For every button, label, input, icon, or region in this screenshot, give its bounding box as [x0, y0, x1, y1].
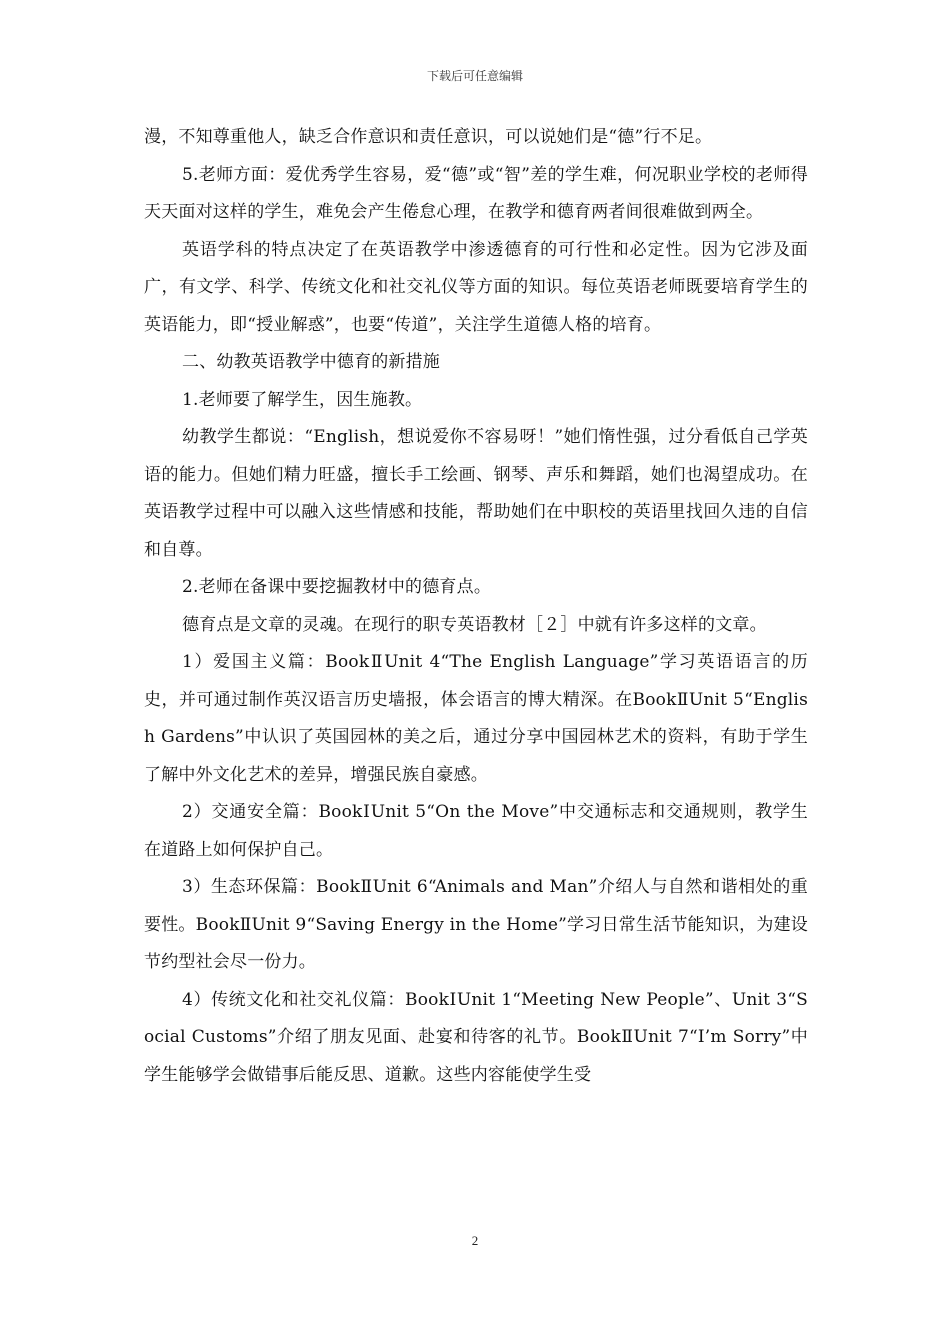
section-heading: 二、幼教英语教学中德育的新措施	[182, 352, 440, 372]
list-item: 3）生态环保篇：BookⅡUnit 6“Animals and Man”介绍人与自然和谐相处的重要性。BookⅡUnit 9“Saving Energy in the Home”学习日常生活节能知识，为建设节约型社会尽一份力。	[144, 877, 808, 972]
paragraph: 英语学科的特点决定了在英语教学中渗透德育的可行性和必定性。因为它涉及面广，有文学、科学、传统文化和社交礼仪等方面的知识。每位英语老师既要培育学生的英语能力，即“授业解惑”，也要“传道”，关注学生道德人格的培育。	[144, 239, 808, 335]
paragraph: 德育点是文章的灵魂。在现行的职专英语教材［２］中就有许多这样的文章。	[182, 614, 767, 635]
list-item: 4）传统文化和社交礼仪篇：BookⅠUnit 1“Meeting New People”、Unit 3“Social Customs”介绍了朋友见面、赴宴和待客的礼节。BookⅡUnit 7“I’m Sorry”中学生能够学会做错事后能反思、道歉。这些内容能使学生受	[144, 989, 808, 1085]
list-item: 1）爱国主义篇：BookⅡUnit 4“The English Language”学习英语语言的历史，并可通过制作英汉语言历史墙报，体会语言的博大精深。在BookⅡUnit 5“English Gardens”中认识了英国园林的美之后，通过分享中国园林艺术的资料，有助于学生了解中外文化艺术的差异，增强民族自豪感。	[144, 652, 808, 785]
paragraph: 幼教学生都说：“English，想说爱你不容易呀！”她们惰性强，过分看低自己学英语的能力。但她们精力旺盛，擅长手工绘画、钢琴、声乐和舞蹈，她们也渴望成功。在英语教学过程中可以融入这些情感和技能，帮助她们在中职校的英语里找回久违的自信和自尊。	[144, 427, 808, 560]
subsection-heading: 2.老师在备课中要挖掘教材中的德育点。	[182, 577, 492, 597]
subsection-heading: 1.老师要了解学生，因生施教。	[182, 389, 423, 410]
paragraph: 漫，不知尊重他人，缺乏合作意识和责任意识，可以说她们是“德”行不足。	[144, 127, 713, 147]
list-item: 2）交通安全篇：BookⅠUnit 5“On the Move”中交通标志和交通规则，教学生在道路上如何保护自己。	[144, 802, 808, 860]
paragraph: 5.老师方面：爱优秀学生容易，爱“德”或“智”差的学生难，何况职业学校的老师得天天面对这样的学生，难免会产生倦怠心理，在教学和德育两者间很难做到两全。	[144, 164, 808, 222]
document-body	[144, 119, 808, 1094]
page-number: 2	[471, 1233, 479, 1248]
page-header-note: 下载后可任意编辑	[426, 69, 523, 83]
